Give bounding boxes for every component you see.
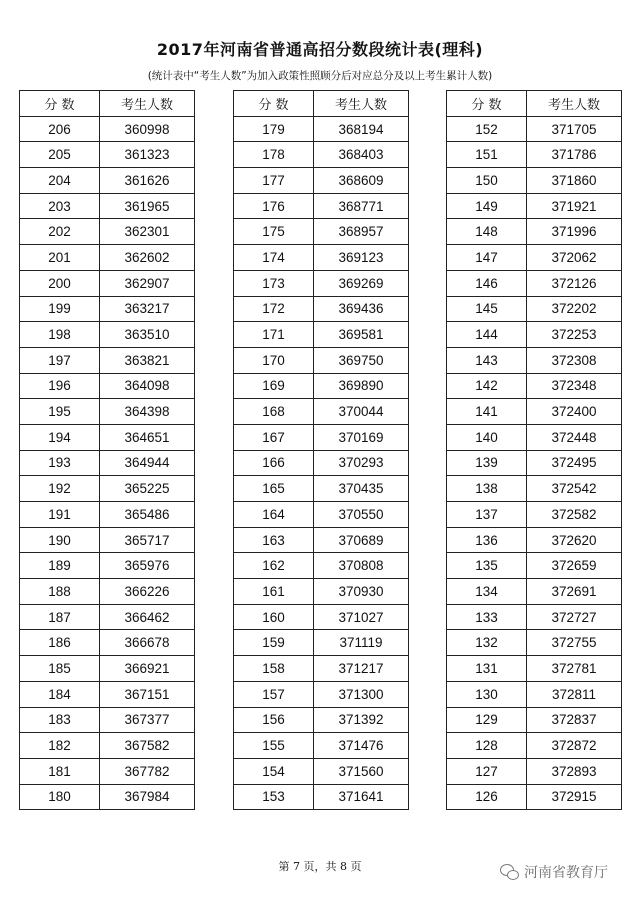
table-row — [447, 373, 622, 399]
score-cell: 146 — [447, 270, 527, 296]
score-cell: 166 — [234, 450, 314, 476]
count-cell: 372448 — [527, 424, 622, 450]
table-row — [447, 733, 622, 759]
table-row — [234, 527, 409, 553]
table-row — [20, 322, 195, 348]
count-cell: 361626 — [100, 168, 195, 194]
score-cell: 167 — [234, 424, 314, 450]
score-cell: 170 — [234, 347, 314, 373]
score-cell: 159 — [234, 630, 314, 656]
count-cell: 371641 — [314, 784, 409, 810]
table-row — [447, 424, 622, 450]
count-cell: 368403 — [314, 142, 409, 168]
count-cell: 370435 — [314, 476, 409, 502]
table-row — [20, 245, 195, 271]
score-cell: 165 — [234, 476, 314, 502]
count-cell: 372202 — [527, 296, 622, 322]
table-row — [234, 476, 409, 502]
table-header-row — [234, 91, 409, 117]
score-cell: 204 — [20, 168, 100, 194]
table-row — [447, 168, 622, 194]
table-row — [20, 733, 195, 759]
score-cell: 147 — [447, 245, 527, 271]
watermark-text: 河南省教育厅 — [524, 865, 608, 881]
score-table-2 — [233, 90, 409, 810]
table-header-row — [20, 91, 195, 117]
table-row — [234, 502, 409, 528]
score-cell: 130 — [447, 681, 527, 707]
count-cell: 372893 — [527, 758, 622, 784]
count-cell: 369890 — [314, 373, 409, 399]
score-cell: 148 — [447, 219, 527, 245]
table-row — [234, 168, 409, 194]
count-cell: 372495 — [527, 450, 622, 476]
count-cell: 369269 — [314, 270, 409, 296]
page-title: 2017年河南省普通高招分数段统计表(理科) — [156, 40, 484, 59]
score-cell: 203 — [20, 193, 100, 219]
count-cell: 368771 — [314, 193, 409, 219]
count-cell: 370550 — [314, 502, 409, 528]
count-cell: 365976 — [100, 553, 195, 579]
table-row — [447, 604, 622, 630]
table-row — [447, 579, 622, 605]
count-cell: 372126 — [527, 270, 622, 296]
count-cell: 368957 — [314, 219, 409, 245]
score-cell: 190 — [20, 527, 100, 553]
score-cell: 126 — [447, 784, 527, 810]
score-cell: 151 — [447, 142, 527, 168]
count-cell: 365486 — [100, 502, 195, 528]
table-row — [234, 784, 409, 810]
score-cell: 139 — [447, 450, 527, 476]
table-row — [234, 270, 409, 296]
count-cell: 370930 — [314, 579, 409, 605]
count-cell: 367984 — [100, 784, 195, 810]
table-row — [20, 630, 195, 656]
count-cell: 372781 — [527, 656, 622, 682]
score-cell: 155 — [234, 733, 314, 759]
table-row — [447, 681, 622, 707]
score-cell: 173 — [234, 270, 314, 296]
count-cell: 369581 — [314, 322, 409, 348]
table-row — [20, 296, 195, 322]
count-cell: 362602 — [100, 245, 195, 271]
table-row — [20, 116, 195, 142]
count-cell: 361323 — [100, 142, 195, 168]
table-row — [447, 630, 622, 656]
table-row — [447, 399, 622, 425]
count-cell: 370689 — [314, 527, 409, 553]
table-row — [234, 296, 409, 322]
score-cell: 177 — [234, 168, 314, 194]
table-row — [447, 296, 622, 322]
score-cell: 141 — [447, 399, 527, 425]
score-cell: 197 — [20, 347, 100, 373]
score-table-1 — [19, 90, 195, 810]
table-row — [20, 168, 195, 194]
count-cell: 372348 — [527, 373, 622, 399]
table-row — [447, 322, 622, 348]
table-row — [447, 476, 622, 502]
header-score: 分 数 — [234, 91, 314, 117]
table-row — [447, 553, 622, 579]
score-cell: 158 — [234, 656, 314, 682]
score-cell: 133 — [447, 604, 527, 630]
score-cell: 152 — [447, 116, 527, 142]
count-cell: 370169 — [314, 424, 409, 450]
count-cell: 372659 — [527, 553, 622, 579]
table-row — [20, 424, 195, 450]
count-cell: 367151 — [100, 681, 195, 707]
table-row — [20, 373, 195, 399]
count-cell: 372727 — [527, 604, 622, 630]
table-row — [447, 347, 622, 373]
score-cell: 161 — [234, 579, 314, 605]
score-cell: 192 — [20, 476, 100, 502]
table-row — [447, 193, 622, 219]
score-cell: 198 — [20, 322, 100, 348]
table-row — [20, 193, 195, 219]
score-cell: 142 — [447, 373, 527, 399]
count-cell: 370808 — [314, 553, 409, 579]
score-cell: 163 — [234, 527, 314, 553]
score-cell: 169 — [234, 373, 314, 399]
score-cell: 179 — [234, 116, 314, 142]
count-cell: 368194 — [314, 116, 409, 142]
count-cell: 372837 — [527, 707, 622, 733]
score-cell: 162 — [234, 553, 314, 579]
score-cell: 202 — [20, 219, 100, 245]
table-row — [234, 707, 409, 733]
table-row — [20, 656, 195, 682]
table-row — [20, 784, 195, 810]
score-cell: 206 — [20, 116, 100, 142]
score-cell: 176 — [234, 193, 314, 219]
score-cell: 144 — [447, 322, 527, 348]
score-cell: 172 — [234, 296, 314, 322]
count-cell: 372755 — [527, 630, 622, 656]
score-cell: 187 — [20, 604, 100, 630]
count-cell: 372062 — [527, 245, 622, 271]
score-cell: 201 — [20, 245, 100, 271]
score-cell: 134 — [447, 579, 527, 605]
table-row — [447, 245, 622, 271]
count-cell: 372620 — [527, 527, 622, 553]
count-cell: 363821 — [100, 347, 195, 373]
count-cell: 371560 — [314, 758, 409, 784]
count-cell: 363217 — [100, 296, 195, 322]
table-row — [447, 707, 622, 733]
count-cell: 372691 — [527, 579, 622, 605]
count-cell: 365225 — [100, 476, 195, 502]
score-cell: 132 — [447, 630, 527, 656]
wechat-icon — [500, 863, 520, 881]
count-cell: 372582 — [527, 502, 622, 528]
table-row — [234, 193, 409, 219]
score-cell: 145 — [447, 296, 527, 322]
table-row — [20, 604, 195, 630]
score-cell: 178 — [234, 142, 314, 168]
score-cell: 136 — [447, 527, 527, 553]
table-row — [234, 553, 409, 579]
table-row — [20, 553, 195, 579]
table-row — [234, 373, 409, 399]
table-row — [20, 681, 195, 707]
score-cell: 185 — [20, 656, 100, 682]
score-cell: 157 — [234, 681, 314, 707]
score-cell: 171 — [234, 322, 314, 348]
score-cell: 175 — [234, 219, 314, 245]
table-row — [447, 784, 622, 810]
score-cell: 196 — [20, 373, 100, 399]
count-cell: 367377 — [100, 707, 195, 733]
count-cell: 364098 — [100, 373, 195, 399]
count-cell: 372542 — [527, 476, 622, 502]
count-cell: 366462 — [100, 604, 195, 630]
table-header-row — [447, 91, 622, 117]
table-row — [447, 270, 622, 296]
count-cell: 372308 — [527, 347, 622, 373]
table-row — [447, 116, 622, 142]
score-cell: 127 — [447, 758, 527, 784]
table-row — [447, 656, 622, 682]
count-cell: 372915 — [527, 784, 622, 810]
table-row — [234, 579, 409, 605]
count-cell: 371705 — [527, 116, 622, 142]
score-cell: 186 — [20, 630, 100, 656]
page-subtitle: (统计表中“考生人数”为加入政策性照顾分后对应总分及以上考生累计人数) — [147, 70, 493, 82]
score-cell: 129 — [447, 707, 527, 733]
table-row — [234, 630, 409, 656]
score-cell: 184 — [20, 681, 100, 707]
header-score: 分 数 — [20, 91, 100, 117]
count-cell: 365717 — [100, 527, 195, 553]
header-score: 分 数 — [447, 91, 527, 117]
count-cell: 368609 — [314, 168, 409, 194]
score-cell: 138 — [447, 476, 527, 502]
score-cell: 188 — [20, 579, 100, 605]
count-cell: 362301 — [100, 219, 195, 245]
count-cell: 371921 — [527, 193, 622, 219]
score-cell: 180 — [20, 784, 100, 810]
table-row — [20, 347, 195, 373]
score-cell: 154 — [234, 758, 314, 784]
table-row — [234, 399, 409, 425]
score-cell: 195 — [20, 399, 100, 425]
score-cell: 205 — [20, 142, 100, 168]
score-cell: 143 — [447, 347, 527, 373]
count-cell: 370293 — [314, 450, 409, 476]
count-cell: 369750 — [314, 347, 409, 373]
count-cell: 364651 — [100, 424, 195, 450]
score-cell: 131 — [447, 656, 527, 682]
table-row — [447, 502, 622, 528]
score-cell: 168 — [234, 399, 314, 425]
table-row — [20, 142, 195, 168]
score-cell: 153 — [234, 784, 314, 810]
score-cell: 183 — [20, 707, 100, 733]
count-cell: 369123 — [314, 245, 409, 271]
count-cell: 364398 — [100, 399, 195, 425]
table-row — [20, 707, 195, 733]
count-cell: 371217 — [314, 656, 409, 682]
count-cell: 366678 — [100, 630, 195, 656]
table-row — [234, 604, 409, 630]
table-row — [447, 219, 622, 245]
table-row — [234, 758, 409, 784]
score-cell: 160 — [234, 604, 314, 630]
table-row — [234, 116, 409, 142]
header-count: 考生人数 — [100, 91, 195, 117]
count-cell: 366921 — [100, 656, 195, 682]
score-cell: 174 — [234, 245, 314, 271]
table-row — [234, 424, 409, 450]
score-cell: 199 — [20, 296, 100, 322]
table-row — [234, 733, 409, 759]
table-row — [234, 681, 409, 707]
table-row — [447, 450, 622, 476]
score-cell: 149 — [447, 193, 527, 219]
page-footer: 第 7 页，共 8 页 — [278, 860, 362, 873]
score-cell: 140 — [447, 424, 527, 450]
count-cell: 360998 — [100, 116, 195, 142]
table-row — [234, 322, 409, 348]
table-row — [20, 476, 195, 502]
count-cell: 362907 — [100, 270, 195, 296]
table-row — [20, 527, 195, 553]
score-cell: 164 — [234, 502, 314, 528]
count-cell: 371476 — [314, 733, 409, 759]
score-cell: 189 — [20, 553, 100, 579]
score-cell: 194 — [20, 424, 100, 450]
table-row — [20, 579, 195, 605]
table-row — [20, 758, 195, 784]
table-row — [234, 450, 409, 476]
count-cell: 371996 — [527, 219, 622, 245]
table-row — [20, 399, 195, 425]
count-cell: 372872 — [527, 733, 622, 759]
table-row — [234, 142, 409, 168]
count-cell: 372400 — [527, 399, 622, 425]
score-cell: 137 — [447, 502, 527, 528]
table-row — [20, 450, 195, 476]
count-cell: 364944 — [100, 450, 195, 476]
count-cell: 371392 — [314, 707, 409, 733]
count-cell: 371027 — [314, 604, 409, 630]
score-table-3 — [446, 90, 622, 810]
count-cell: 367782 — [100, 758, 195, 784]
score-cell: 193 — [20, 450, 100, 476]
score-cell: 156 — [234, 707, 314, 733]
score-cell: 135 — [447, 553, 527, 579]
count-cell: 361965 — [100, 193, 195, 219]
table-row — [234, 245, 409, 271]
count-cell: 371300 — [314, 681, 409, 707]
table-row — [447, 758, 622, 784]
score-cell: 181 — [20, 758, 100, 784]
count-cell: 363510 — [100, 322, 195, 348]
table-row — [20, 270, 195, 296]
count-cell: 370044 — [314, 399, 409, 425]
header-count: 考生人数 — [314, 91, 409, 117]
count-cell: 371860 — [527, 168, 622, 194]
score-cell: 191 — [20, 502, 100, 528]
count-cell: 372253 — [527, 322, 622, 348]
header-count: 考生人数 — [527, 91, 622, 117]
table-row — [234, 219, 409, 245]
count-cell: 367582 — [100, 733, 195, 759]
table-row — [447, 142, 622, 168]
score-cell: 150 — [447, 168, 527, 194]
count-cell: 369436 — [314, 296, 409, 322]
count-cell: 366226 — [100, 579, 195, 605]
count-cell: 372811 — [527, 681, 622, 707]
score-cell: 182 — [20, 733, 100, 759]
table-row — [234, 656, 409, 682]
table-row — [20, 502, 195, 528]
table-row — [447, 527, 622, 553]
count-cell: 371119 — [314, 630, 409, 656]
count-cell: 371786 — [527, 142, 622, 168]
table-row — [20, 219, 195, 245]
watermark — [500, 862, 608, 882]
table-row — [234, 347, 409, 373]
score-cell: 200 — [20, 270, 100, 296]
score-cell: 128 — [447, 733, 527, 759]
